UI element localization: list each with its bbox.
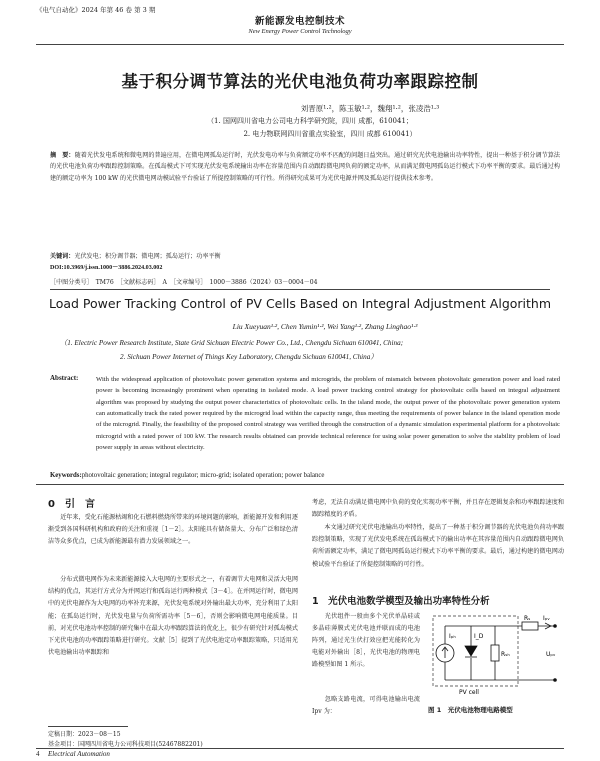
terminal-negative (553, 678, 557, 682)
footnote-received: 定稿日期：2023－08－15 (48, 731, 121, 738)
series-resistor-symbol (522, 622, 538, 630)
abstract-en-text: With the widespread application of photovoltaic power generation systems and microgrids, the problem of mismatch between photovoltaic generation power and load rated power is becoming increasingly prominent when operating in isolated mode. A load power tracking control strategy for photovoltaic cells based on integral adjustment algorithm was proposed by studying the output power characteristics of photovoltaic cells. In the island mode, the output power of the photovoltaic power generation system can automatically track the rated power required by the microgrid load within the capacity range, thus meeting the requirements of power balance in the island operation mode of the microgrid. Finally, the feasibility of the proposed control strategy was verified through the construction of a dynamic simulation experimental platform for a photovoltaic microgrid with a rated power of 100 kW. The research results obtained can provide technical reference for using solar power generation to solve the stability problem of load power supply in areas without electricity. (96, 376, 560, 452)
authors-en: Liu Xueyuan¹·², Chen Yumin¹·², Wei Yang¹·², Zhang Linghao¹·³ (232, 322, 418, 331)
affiliation-cn-2: 2. 电力物联网四川省重点实验室，四川 成都 610041） (243, 130, 417, 138)
col2-para-2: 本文通过研究光伏电池输出功率特性，提出了一种基于积分调节器的光伏电池负荷功率跟踪控制策略，实现了光伏发电系统在孤岛模式下的输出功率在其容量范围内自动跟踪微电网负荷所需额定功率，满足了微电网孤岛运行模式下功率平衡的要求。最后，通过构建的微电网动模试验平台验证了所提控制策略的可行性。 (312, 524, 564, 568)
body-divider (36, 484, 564, 485)
shunt-resistor-symbol (491, 645, 499, 661)
figure-1-caption: 图 1 光伏电池物理电路模型 (428, 706, 513, 714)
keywords-cn-text: 光伏发电；积分调节器；微电网；孤岛运行；功率平衡 (74, 253, 221, 260)
section-0-para-1: 近年来，受化石能源枯竭和化石燃料燃烧所带来的环境问题的影响，新能源开发和利用逐渐受到各国科研机构和政府的关注和重视［1－2］。太阳能具有储备量大、分布广泛和绿色清洁等众多优点，已成为新能源最有潜力发展领域之一。 (48, 514, 298, 546)
label-pv-cell: PV cell (459, 689, 479, 696)
keywords-cn-label: 关键词： (50, 253, 75, 260)
abstract-cn (50, 150, 560, 184)
keywords-en (50, 472, 324, 479)
abstract-rule (50, 289, 550, 290)
abstract-cn-label: 摘 要： (50, 152, 75, 159)
abstract-cn-text: 随着光伏发电系统和微电网的普遍应用，在微电网孤岛运行时，光伏发电功率与负荷额定功率不匹配的问题日益突出。通过研究光伏电池输出功率特性，提出一种基于积分调节算法的光伏电池负荷功率跟踪控制策略。在孤岛模式下可实现光伏发电系统输出功率在容量范围内自动跟踪微电网负荷的额定功率，从而满足微电网孤岛运行模式下功率平衡的要求。最后通过构建的额定功率为 100 kW 的光伏微电网动模试验平台验证了所提控制策略的可行性。所得研究成果可为光伏电源并网及孤岛运行提供技术参考。 (50, 152, 561, 182)
affiliation-en-2: 2. Sichuan Power Internet of Things Key Laboratory, Chengdu Sichuan 610041, China） (120, 353, 378, 361)
section-1-para: 光伏组件一般由多个光伏单晶硅或多晶硅薄膜式光伏电池并联而成的电池阵列，通过光生伏打效应把光能转化为电能对外输出［8］，光伏电池的物理电路模型如图 1 所示。 (312, 613, 420, 668)
label-iph: Iₚₕ (449, 633, 456, 640)
paper-title-en: Load Power Tracking Control of PV Cells Based on Integral Adjustment Algorithm (48, 296, 552, 311)
keywords-cn (50, 251, 221, 262)
running-header-center (0, 13, 600, 35)
classification: ［中图分类号］ TM76 ［文献标志码］ A ［文章编号］ 1000－3886（2024）03－0004－04 (50, 279, 318, 286)
affiliation-cn-1: （1. 国网四川省电力公司电力科学研究院，四川 成都，610041； (207, 117, 413, 125)
col2-para-1: 考虑，无法自动满足微电网中负荷的变化实现功率平衡，并且存在逻辑复杂和功率跟踪速度和跟踪精度的矛盾。 (312, 499, 564, 519)
footer-journal: Electrical Automation (48, 750, 110, 758)
label-rsh: Rₛₕ (501, 651, 510, 658)
header-title-en: New Energy Power Control Technology (248, 28, 352, 35)
footnote-rule (48, 726, 128, 727)
label-ipv: Iₚᵥ (543, 615, 550, 622)
header-title-cn: 新能源发电控制技术 (254, 16, 345, 27)
abstract-en-label: Abstract: (50, 374, 79, 382)
label-rs: Rₛ (524, 615, 531, 622)
diode-symbol (465, 646, 477, 657)
keywords-en-label: Keywords: (50, 472, 82, 479)
keywords-en-text: photovoltaic generation; integral regulator; micro-grid; isolated operation; power balance (81, 472, 325, 479)
section-0-heading: 0 引 言 (48, 499, 95, 510)
section-1-heading: 1 光伏电池数学模型及输出功率特性分析 (312, 596, 490, 607)
figure-1-circuit (425, 610, 565, 700)
affiliation-en-1: （1. Electric Power Research Institute, State Grid Sichuan Electric Power Co., Ltd., Chengdu Sichuan 610041, China; (60, 339, 404, 347)
section-1-tail: 忽略支路电流，可得电池输出电流 Ipv 为： (312, 696, 420, 715)
terminal-positive (553, 624, 557, 628)
page-number: 4 (36, 750, 40, 758)
running-header-left: 《电气自动化》2024 年第 46 卷 第 3 期 (36, 6, 156, 14)
footer-rule (36, 748, 564, 749)
paper-title-cn: 基于积分调节算法的光伏电池负荷功率跟踪控制 (121, 72, 479, 91)
footnote-funding: 基金项目：国网四川省电力公司科技项目(52467882201) (48, 741, 203, 748)
label-id: I_D (474, 633, 484, 640)
header-rule (36, 44, 564, 45)
authors-cn: 刘晋原¹·²，陈玉敏¹·²，魏翔¹·²，张凌浩¹·³ (300, 104, 440, 113)
doi: DOI:10.3969/j.issn.1000－3886.2024.03.002 (50, 265, 163, 271)
label-upv: Uₚᵥ (546, 651, 556, 658)
section-0-para-2: 分布式微电网作为未来新能源接入大电网的主要形式之一，有着调节大电网和灵活大电网结构的优点，其运行方式分为并网运行和孤岛运行两种模式［3－4］。在并网运行时，微电网中的光伏电源作为大电网的功率补充来源，光伏发电系统对外输出最大功率，充分利用了太阳能；在孤岛运行时，光伏发电量与负荷所需功率［5－6］，否则会影响微电网电能质量。目前，对光伏电池功率控制的研究集中在最大功率跟踪算法的优化上，很少有研究针对孤岛模式下光伏电池的功率跟踪策略进行研究。文献［5］提到了光伏电池定功率跟踪策略，只适用光伏电池输出功率跟踪和 (48, 576, 298, 657)
